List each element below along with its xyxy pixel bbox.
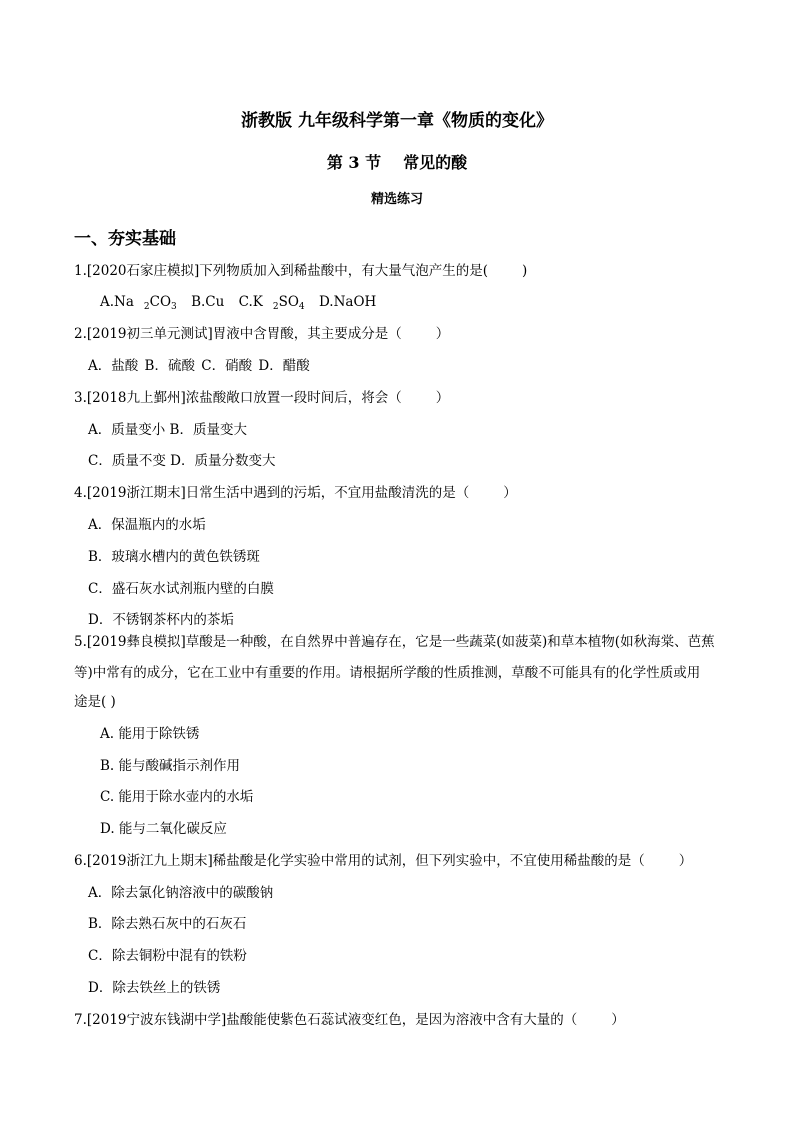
question-5-option-c: C. 能用于除水壶内的水垢	[100, 789, 254, 805]
option-a: A.Na $_2CO_3$	[100, 294, 177, 312]
question-6-stem: 6.[2019浙江九上期末]稀盐酸是化学实验中常用的试剂，但下列实验中，不宜使用稀盐酸的是（ ）	[74, 853, 693, 869]
subtitle-section-number: 第 3 节	[326, 153, 382, 172]
question-4-option-a: A．保温瓶内的水垢	[88, 517, 206, 533]
practice-label: 精选练习	[370, 192, 423, 207]
question-6-option-d: D．除去铁丝上的铁锈	[88, 980, 221, 996]
question-5-option-d: D. 能与二氧化碳反应	[100, 821, 227, 837]
option-d: D.NaOH	[318, 294, 377, 310]
question-7-stem: 7.[2019宁波东钱湖中学]盐酸能使紫色石蕊试液变红色，是因为溶液中含有大量的（ ）	[74, 1012, 625, 1028]
question-6-option-c: C．除去铜粉中混有的铁粉	[88, 948, 247, 964]
subtitle-section-name: 常见的酸	[403, 153, 468, 172]
question-3-stem: 3.[2018九上鄞州]浓盐酸敞口放置一段时间后，将会（ ）	[74, 390, 450, 406]
question-5-option-b: B. 能与酸碱指示剂作用	[100, 758, 241, 774]
question-1-stem: 1.[2020石家庄模拟]下列物质加入到稀盐酸中，有大量气泡产生的是( )	[74, 263, 528, 279]
question-6-option-b: B．除去熟石灰中的石灰石	[88, 916, 247, 932]
question-4-stem: 4.[2019浙江期末]日常生活中遇到的污垢，不宜用盐酸清洗的是（ ）	[74, 485, 517, 501]
question-4-option-d: D．不锈钢茶杯内的茶垢	[88, 612, 234, 628]
question-3-option-line-1: A．质量变小 B．质量变大	[88, 422, 247, 438]
question-6-option-a: A．除去氯化钠溶液中的碳酸钠	[88, 885, 274, 901]
section-subtitle	[0, 150, 794, 173]
question-4-option-c: C．盛石灰水试剂瓶内壁的白膜	[88, 581, 274, 597]
question-4-option-b: B．玻璃水槽内的黄色铁锈斑	[88, 549, 260, 565]
document-title: 浙教版 九年级科学第一章《物质的变化》	[241, 111, 553, 131]
question-1-options	[100, 293, 386, 316]
question-5-stem-line-3: 途是( )	[74, 694, 116, 710]
question-3-option-line-2: C．质量不变 D．质量分数变大	[88, 453, 276, 469]
question-5-option-a: A. 能用于除铁锈	[100, 726, 200, 742]
question-5-stem-line-2: 等)中常有的成分，它在工业中有重要的作用。请根据所学酸的性质推测，草酸不可能具有的化学性质或用	[74, 665, 701, 681]
question-2-options: A．盐酸 B．硫酸 C．硝酸 D．醋酸	[88, 358, 310, 374]
question-2-stem: 2.[2019初三单元测试]胃液中含胃酸，其主要成分是（ ）	[74, 326, 450, 342]
question-5-stem-line-1: 5.[2019彝良模拟]草酸是一种酸，在自然界中普遍存在，它是一些蔬菜(如菠菜)和草本植物(如秋海棠、芭蕉	[74, 634, 715, 650]
option-b: B.Cu	[191, 294, 225, 310]
section-heading: 一、夯实基础	[74, 229, 176, 249]
option-c: C.K $_2SO_4$	[238, 294, 305, 312]
